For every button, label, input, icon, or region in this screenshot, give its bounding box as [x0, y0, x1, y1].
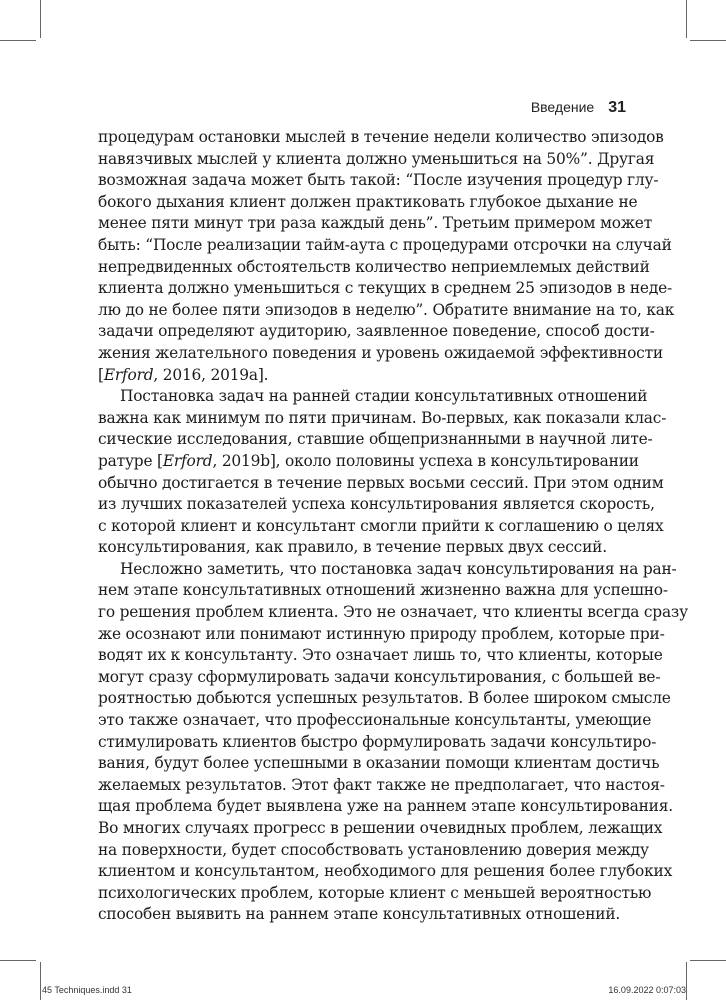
- body-line: роятностью добьются успешных результатов. В более широком смысле: [98, 689, 671, 708]
- body-text: [98, 127, 688, 926]
- body-line: стимулировать клиентов быстро формулировать задачи консультиро-: [98, 732, 657, 751]
- body-line: жения желательного поведения и уровень ожидаемой эффективности: [98, 343, 663, 362]
- crop-mark: [690, 40, 726, 41]
- body-line: непредвиденных обстоятельств количество неприемлемых действий: [98, 257, 650, 276]
- body-line: процедурам остановки мыслей в течение недели количество эпизодов: [98, 128, 664, 146]
- crop-mark: [686, 962, 687, 1000]
- body-line: обычно достигается в течение первых восьми сессий. При этом одним: [98, 473, 664, 492]
- crop-mark: [40, 962, 41, 1000]
- body-line: с которой клиент и консультант смогли прийти к соглашению о целях: [98, 516, 664, 535]
- body-line: могут сразу сформулировать задачи консультирования, с большей ве-: [98, 667, 661, 686]
- body-line: на поверхности, будет способствовать установлению доверия между: [98, 840, 649, 859]
- body-line: задачи определяют аудиторию, заявленное поведение, способ дости-: [98, 322, 655, 341]
- running-head: [531, 99, 626, 117]
- body-line: быть: “После реализации тайм-аута с процедурами отсрочки на случай: [98, 235, 672, 254]
- body-line: клиента должно уменьшиться с текущих в среднем 25 эпизодов в неде-: [98, 279, 673, 298]
- body-line: ратуре [Erford, 2019b], около половины успеха в консультировании: [98, 451, 639, 470]
- body-line: менее пяти минут три раза каждый день”. Третьим примером может: [98, 214, 653, 233]
- body-line: водят их к консультанту. Это означает лишь то, что клиенты, которые: [98, 646, 663, 665]
- page-number: 31: [608, 99, 626, 116]
- body-line: щая проблема будет выявлена уже на раннем этапе консультирования.: [98, 797, 673, 816]
- body-line: это также означает, что профессиональные консультанты, умеющие: [98, 711, 652, 730]
- body-line: важна как минимум по пяти причинам. Во-первых, как показали клас-: [98, 408, 667, 427]
- body-line: клиентом и консультантом, необходимого для решения более глубоких: [98, 862, 673, 881]
- body-line: психологических проблем, которые клиент с меньшей вероятностью: [98, 883, 652, 902]
- body-line: Постановка задач на ранней стадии консультативных отношений: [120, 387, 648, 406]
- crop-mark: [0, 960, 36, 961]
- body-line: бокого дыхания клиент должен практиковать глубокое дыхание не: [98, 192, 638, 211]
- body-line: возможная задача может быть такой: “После изучения процедур глу-: [98, 171, 659, 190]
- slug-file: 45 Techniques.indd 31: [42, 985, 132, 995]
- slug-date-time: 16.09.2022 0:07:03: [608, 985, 686, 995]
- body-line: навязчивых мыслей у клиента должно уменьшиться на 50%”. Другая: [98, 149, 655, 168]
- crop-mark: [690, 960, 726, 961]
- body-line: из лучших показателей успеха консультирования является скорость,: [98, 495, 655, 514]
- body-line: Во многих случаях прогресс в решении очевидных проблем, лежащих: [98, 819, 663, 837]
- crop-mark: [40, 0, 41, 38]
- crop-mark: [0, 40, 36, 41]
- body-line: вания, будут более успешными в оказании помощи клиентам достичь: [98, 754, 660, 773]
- body-line: нем этапе консультативных отношений жизненно важна для успешно-: [98, 581, 668, 600]
- body-line: сические исследования, ставшие общепризнанными в научной лите-: [98, 430, 653, 449]
- crop-mark: [686, 0, 687, 38]
- body-line: лю до не более пяти эпизодов в неделю”. Обратите внимание на то, как: [98, 300, 675, 319]
- running-head-title: Введение: [530, 99, 595, 115]
- body-line: Несложно заметить, что постановка задач консультирования на ран-: [120, 559, 677, 578]
- body-line: же осознают или понимают истинную природу проблем, которые при-: [98, 624, 665, 643]
- body-line: желаемых результатов. Этот факт также не предполагает, что настоя-: [98, 775, 665, 794]
- body-line: [Erford, 2016, 2019a].: [98, 365, 269, 384]
- body-line: консультирования, как правило, в течение первых двух сессий.: [98, 538, 607, 557]
- body-line: го решения проблем клиента. Это не означает, что клиенты всегда сразу: [98, 603, 688, 622]
- body-line: способен выявить на раннем этапе консультативных отношений.: [98, 905, 621, 924]
